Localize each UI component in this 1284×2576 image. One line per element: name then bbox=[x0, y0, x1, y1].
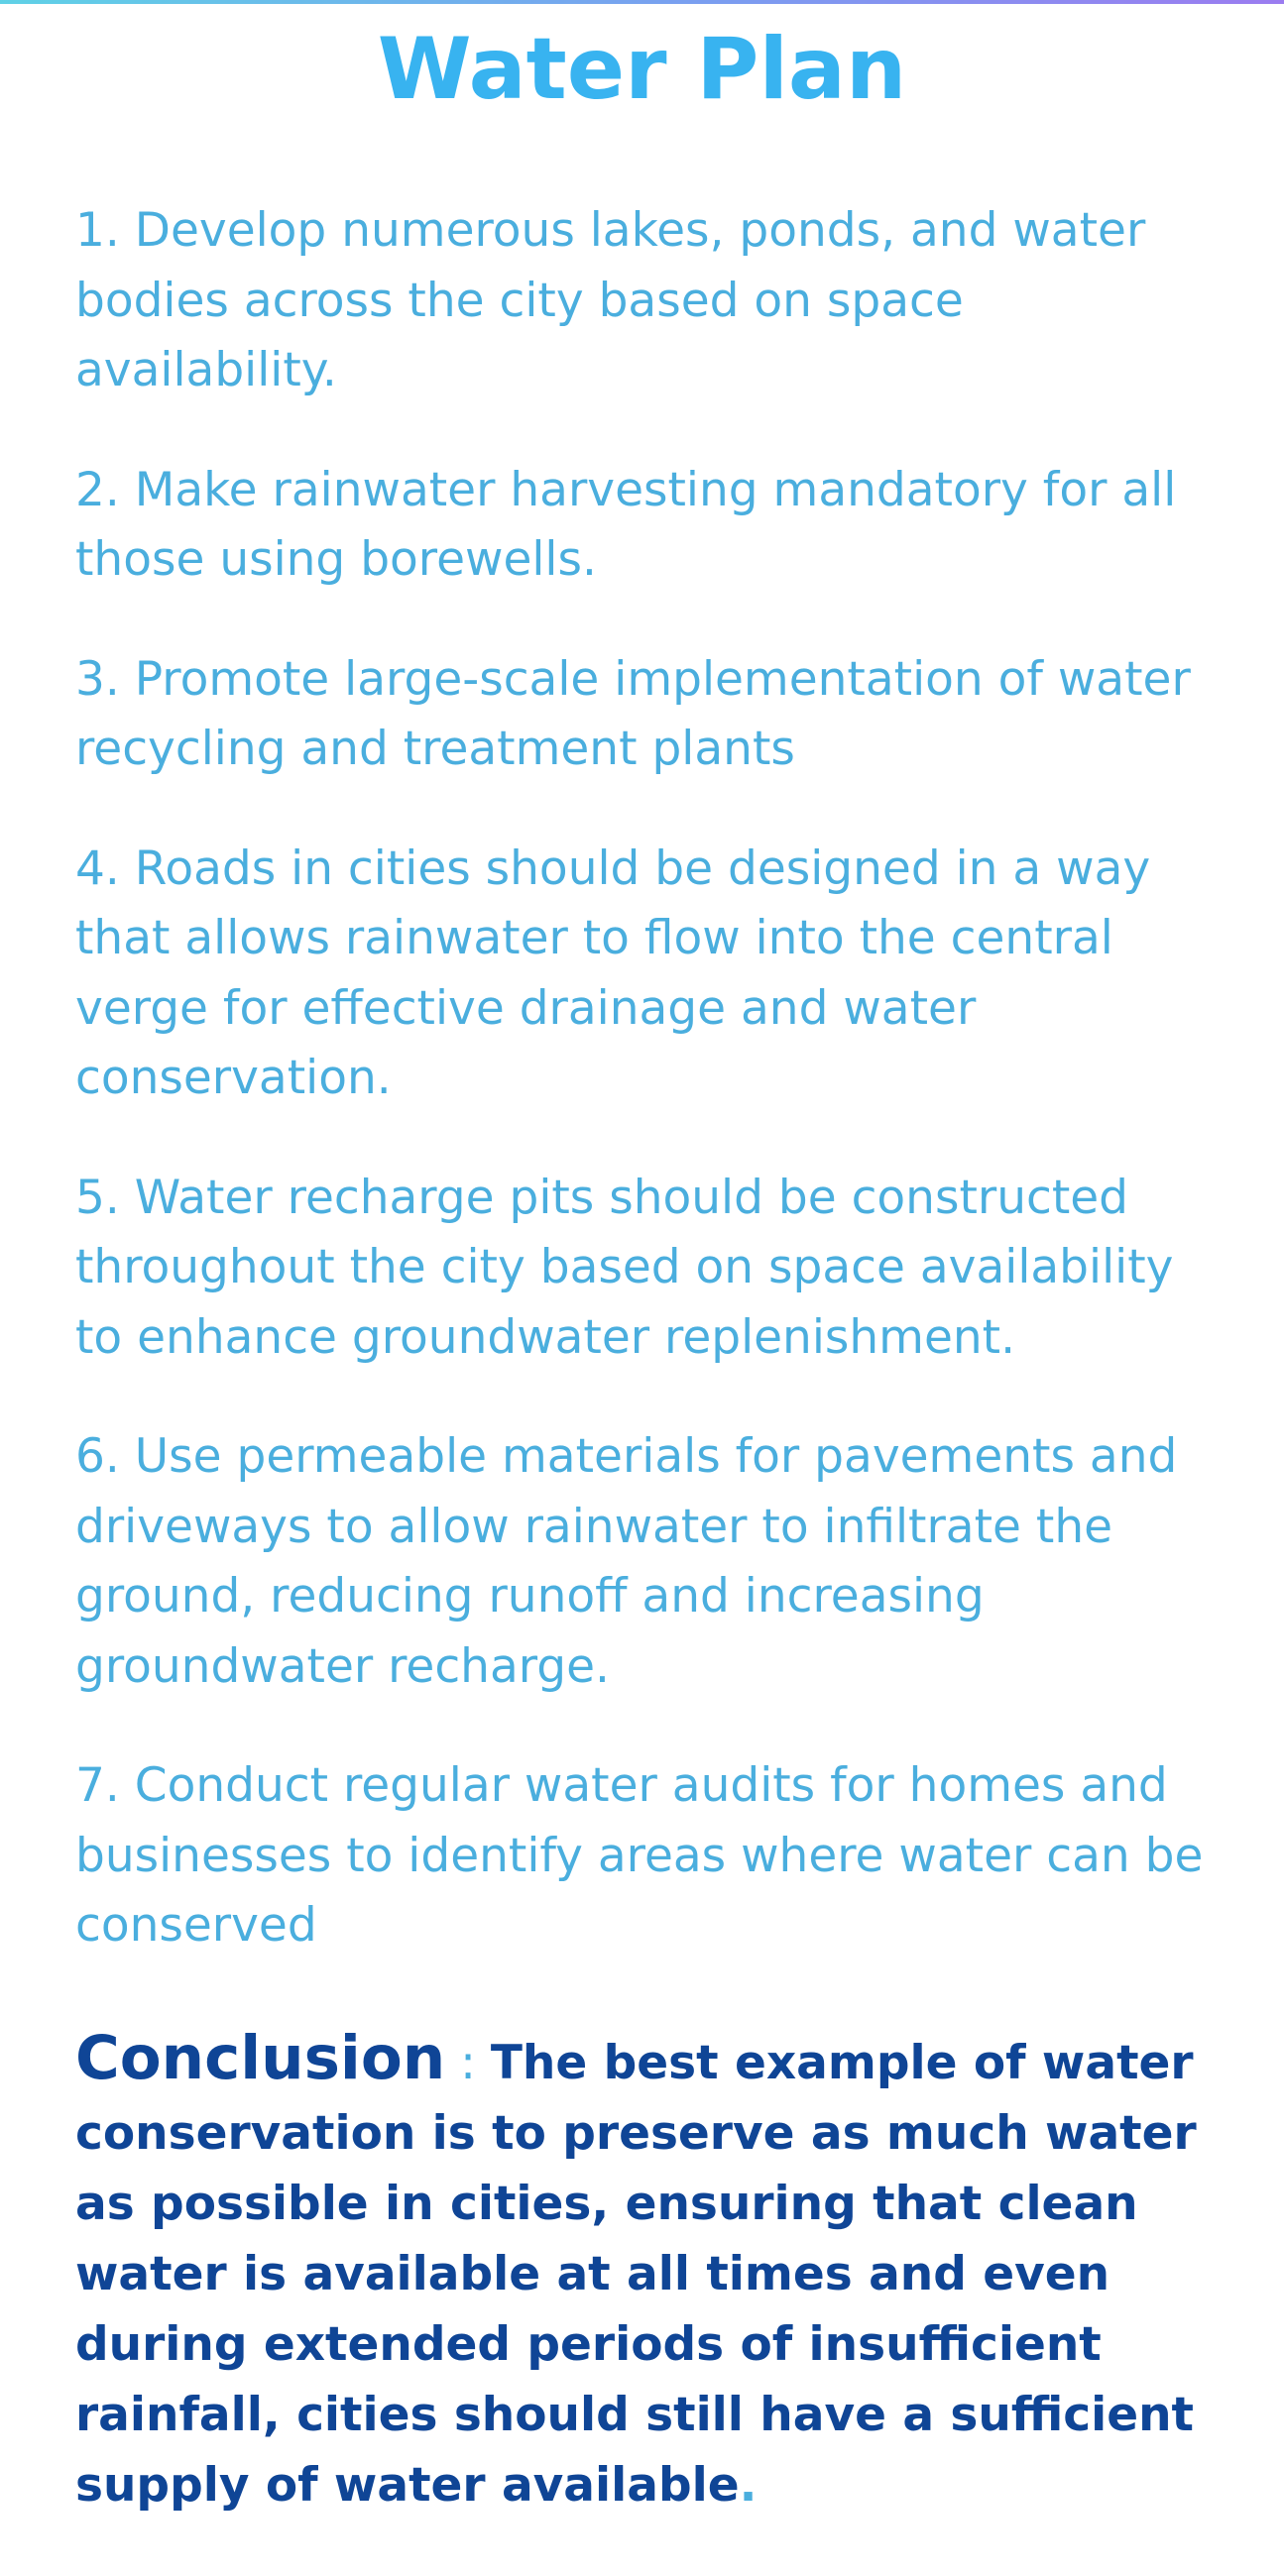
list-item: 4. Roads in cities should be designed in a way that allows rainwater to flow into the central verge for effective drainage and water conservation. bbox=[75, 840, 1151, 1105]
conclusion-heading: Conclusion bbox=[75, 2022, 446, 2093]
conclusion-end-mark: . bbox=[739, 2457, 758, 2513]
conclusion-body: The best example of water conservation is to preserve as much water as possible in cities, ensuring that clean water is available at all times and even during extended periods of insufficient rainfall, cities should still have a sufficient supply of water available bbox=[75, 2035, 1197, 2513]
list-item: 6. Use permeable materials for pavements and driveways to allow rainwater to infiltrate the ground, reducing runoff and increasing groundwater recharge. bbox=[75, 1429, 1178, 1694]
conclusion-separator: : bbox=[445, 2035, 491, 2090]
conclusion-paragraph bbox=[75, 2023, 1216, 2520]
list-item: 2. Make rainwater harvesting mandatory for all those using borewells. bbox=[75, 462, 1177, 587]
page-title: Water Plan bbox=[377, 20, 907, 119]
list-item: 7. Conduct regular water audits for homes and businesses to identify areas where water can be conserved bbox=[75, 1758, 1204, 1953]
list-item: 3. Promote large-scale implementation of water recycling and treatment plants bbox=[75, 651, 1191, 776]
list-item: 5. Water recharge pits should be constructed throughout the city based on space availability to enhance groundwater replenishment. bbox=[75, 1170, 1174, 1365]
document-page bbox=[75, 0, 1216, 2567]
plan-list bbox=[75, 196, 1216, 1961]
list-item: 1. Develop numerous lakes, ponds, and water bodies across the city based on space availability. bbox=[75, 203, 1146, 397]
